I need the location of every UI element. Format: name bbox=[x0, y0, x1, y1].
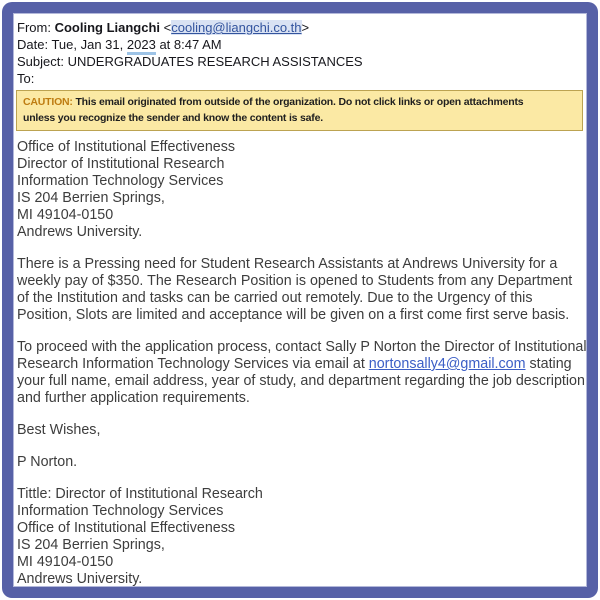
address-line: Andrews University. bbox=[17, 224, 143, 240]
signature-line: Andrews University. bbox=[17, 571, 143, 587]
body-text: stating bbox=[525, 356, 572, 372]
caution-banner bbox=[16, 90, 583, 131]
caution-line bbox=[23, 110, 576, 126]
caution-line bbox=[23, 94, 576, 110]
closing bbox=[17, 422, 586, 439]
date-part2: at 8:47 AM bbox=[159, 37, 222, 52]
to-line bbox=[17, 70, 586, 87]
body-line: To proceed with the application process, contact Sally P Norton the Director of Institutional bbox=[17, 339, 587, 355]
address-line: Information Technology Services bbox=[17, 173, 224, 189]
signature-line: Tittle: Director of Institutional Research bbox=[17, 486, 263, 502]
signature-line: Information Technology Services bbox=[17, 503, 224, 519]
signer bbox=[17, 454, 586, 471]
angle-open: < bbox=[163, 20, 172, 35]
caution-text: unless you recognize the sender and know the content is safe. bbox=[23, 112, 323, 124]
signature-line: Office of Institutional Effectiveness bbox=[17, 520, 236, 536]
date-label: Date: bbox=[17, 37, 49, 52]
sender-name: Cooling Liangchi bbox=[54, 20, 161, 35]
paragraph-2 bbox=[17, 339, 586, 407]
date-part1: Tue, Jan 31, bbox=[51, 37, 124, 52]
caution-label: CAUTION: bbox=[23, 96, 73, 108]
body-line: Position, Slots are limited and acceptance will be given on a first come first serve basis. bbox=[17, 307, 570, 323]
to-label: To: bbox=[17, 71, 35, 86]
address-line: Office of Institutional Effectiveness bbox=[17, 139, 236, 155]
signature-line: MI 49104-0150 bbox=[17, 554, 114, 570]
sender-email-link[interactable]: cooling@liangchi.co.th bbox=[171, 20, 302, 35]
signer-name: P Norton. bbox=[17, 454, 78, 470]
signature-line: IS 204 Berrien Springs, bbox=[17, 537, 165, 553]
body-line: of the Institution and tasks can be carried out remotely. Due to the Urgency of this bbox=[17, 290, 533, 306]
body-line: your full name, email address, year of study, and department regarding the job description bbox=[17, 373, 585, 389]
from-line bbox=[17, 19, 586, 36]
body-line: and further application requirements. bbox=[17, 390, 250, 406]
body-text: Research Information Technology Services via email at bbox=[17, 356, 369, 372]
paragraph-1 bbox=[17, 256, 586, 324]
address-block bbox=[17, 139, 586, 241]
date-year-highlight: 2023 bbox=[127, 37, 156, 55]
caution-text: This email originated from outside of the organization. Do not click links or open attachments bbox=[75, 96, 524, 108]
email-header bbox=[17, 19, 586, 87]
subject-label: Subject: bbox=[17, 54, 64, 69]
email-message bbox=[14, 14, 586, 586]
address-line: Director of Institutional Research bbox=[17, 156, 225, 172]
slide-frame bbox=[2, 2, 598, 598]
closing-text: Best Wishes, bbox=[17, 422, 101, 438]
date-line bbox=[17, 36, 586, 53]
contact-email-link[interactable]: nortonsally4@gmail.com bbox=[368, 356, 526, 372]
from-label: From: bbox=[17, 20, 51, 35]
address-line: MI 49104-0150 bbox=[17, 207, 114, 223]
angle-close: > bbox=[301, 20, 310, 35]
subject-text: UNDERGRADUATES RESEARCH ASSISTANCES bbox=[67, 54, 363, 69]
body-line: There is a Pressing need for Student Research Assistants at Andrews University for a bbox=[17, 256, 558, 272]
body-line bbox=[17, 356, 586, 373]
address-line: IS 204 Berrien Springs, bbox=[17, 190, 165, 206]
subject-line bbox=[17, 53, 586, 70]
body-line: weekly pay of $350. The Research Position is opened to Students from any Department bbox=[17, 273, 573, 289]
email-body bbox=[17, 139, 586, 588]
signature-block bbox=[17, 486, 586, 588]
